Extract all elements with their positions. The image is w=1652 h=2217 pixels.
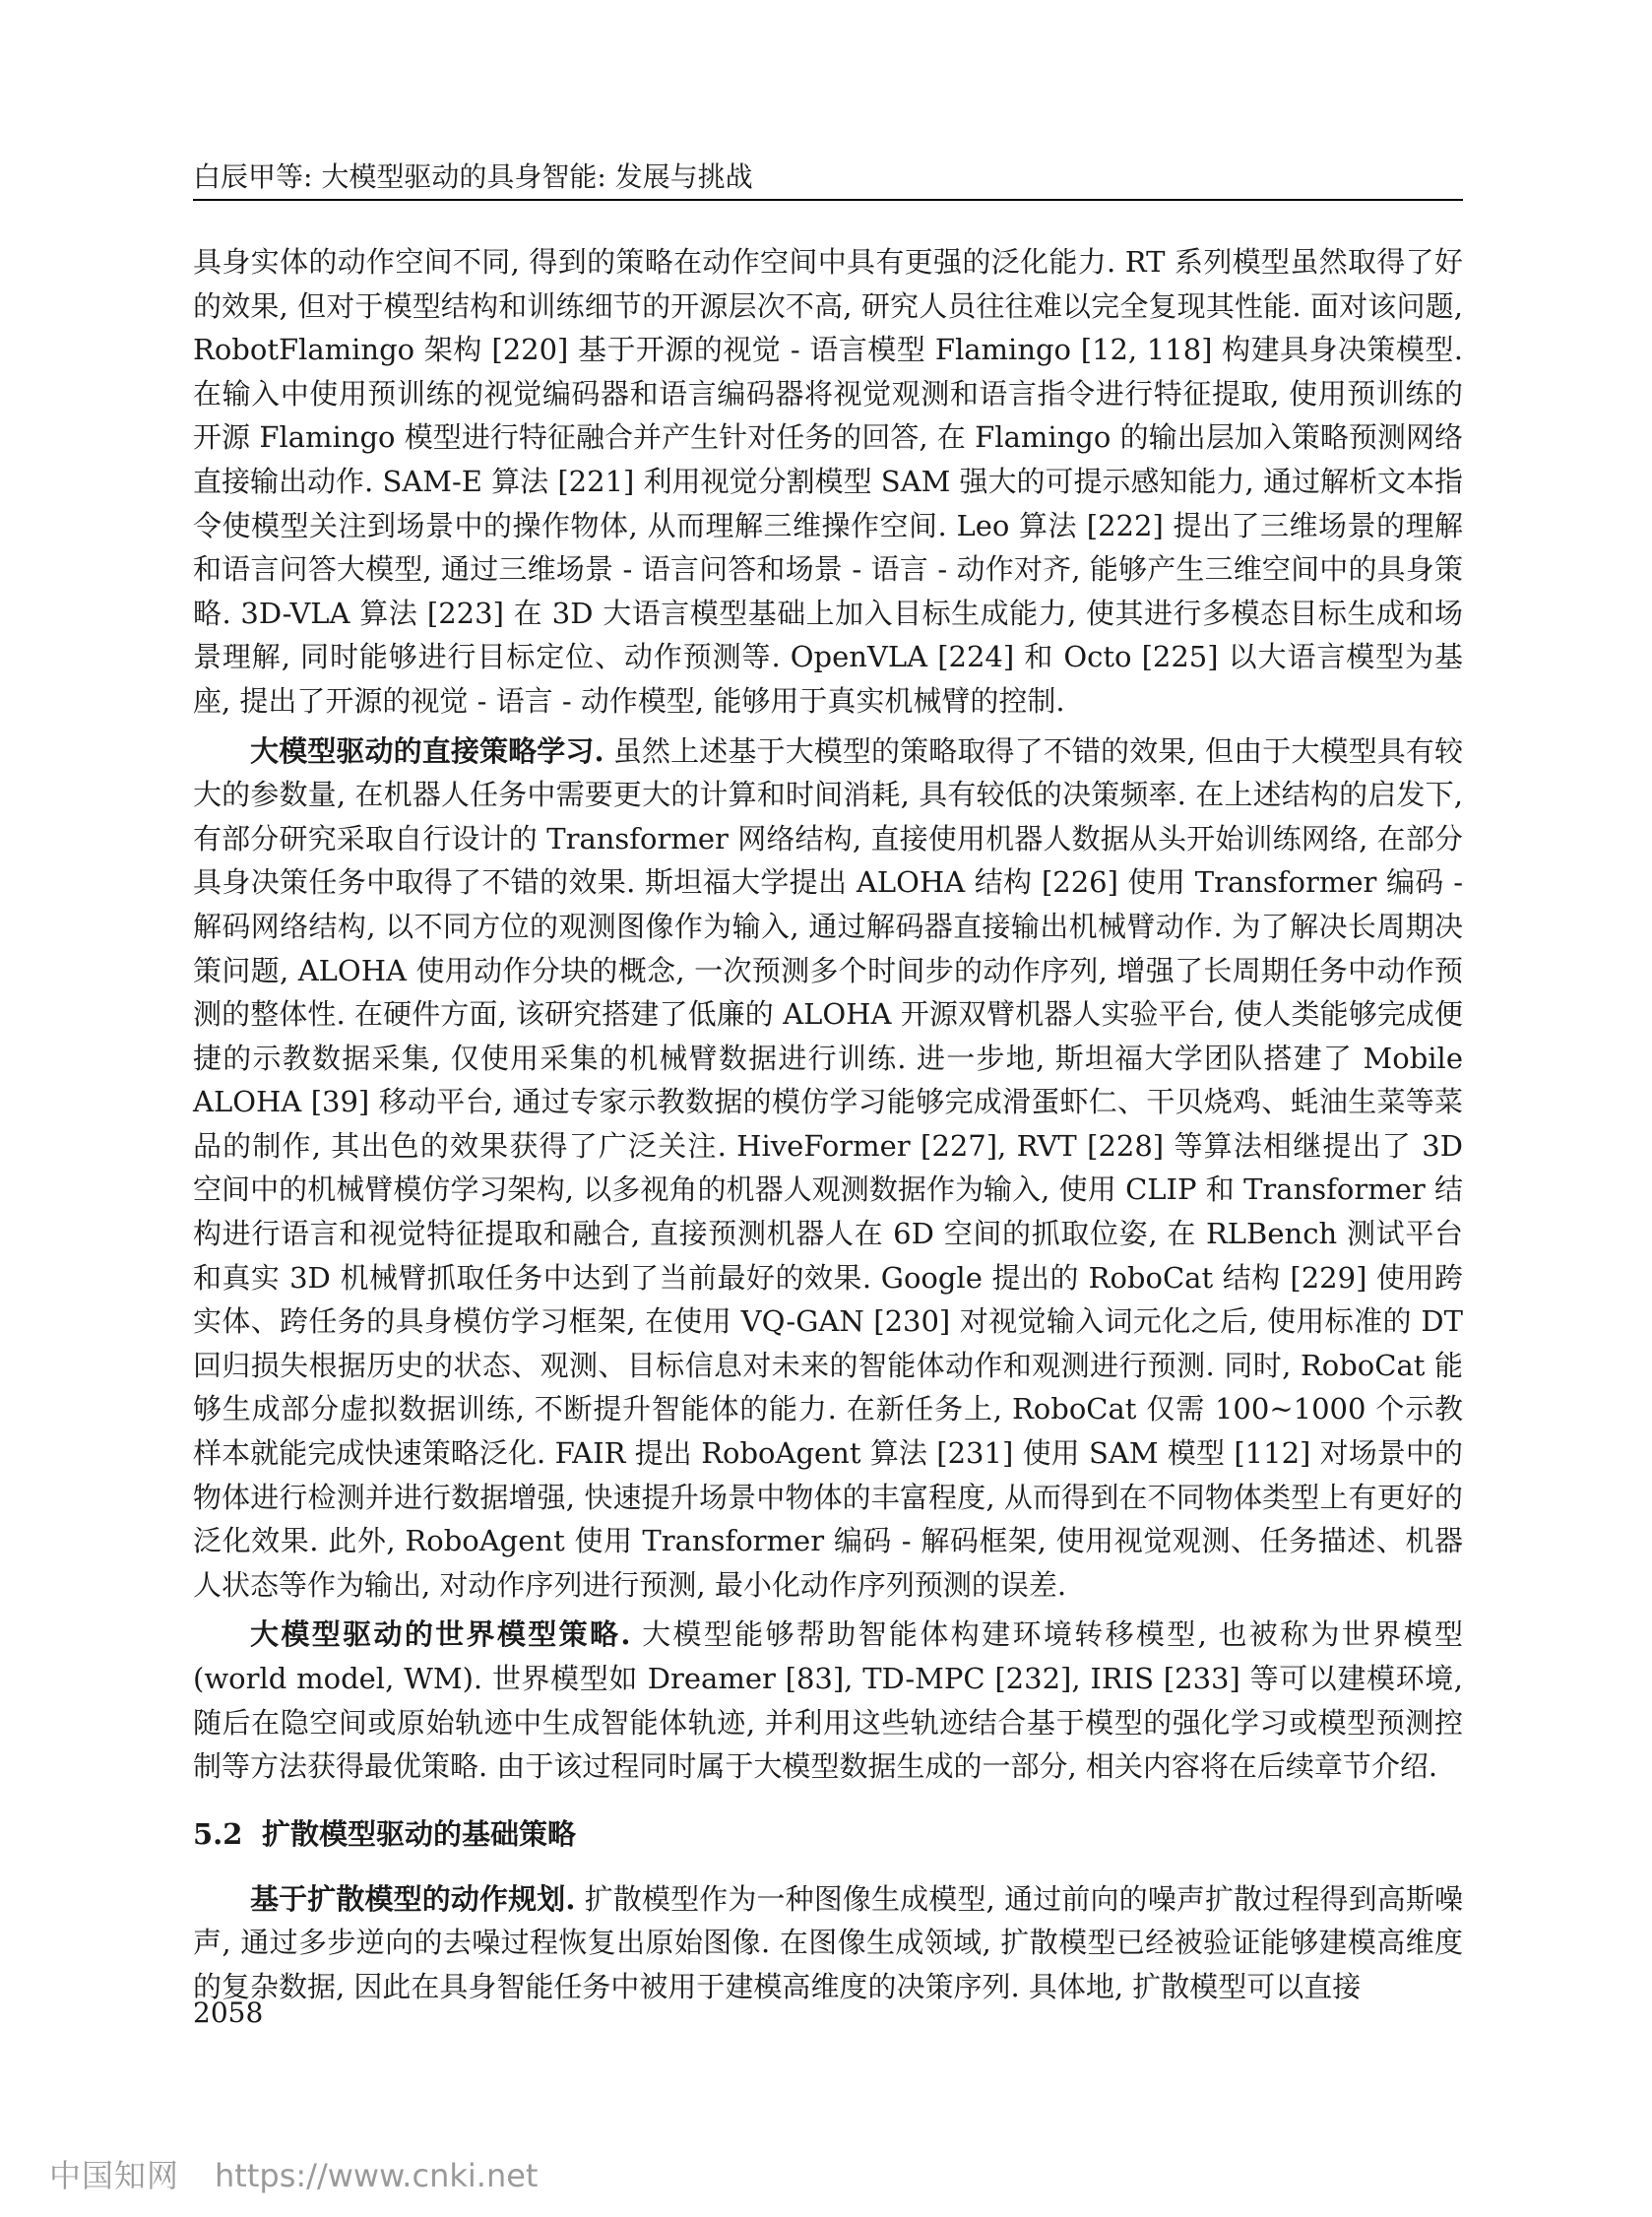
section-heading (193, 1812, 1463, 1856)
running-header: 白辰甲等: 大模型驱动的具身智能: 发展与挑战 (193, 160, 753, 193)
paragraph-3 (193, 1613, 1463, 1788)
paragraph-text: 大模型能够帮助智能体构建环境转移模型, 也被称为世界模型 (world model, WM). 世界模型如 Dreamer [83], TD-MPC [232], IRIS [233] 等可以建模环境, 随后在隐空间或原始轨迹中生成智能体轨迹, 并利用这些轨迹结合基于模型的强化学习或模型预测控制等方法获得最优策略. 由于该过程同时属于大模型数据生成的一部分, 相关内容将在后续章节介绍. (193, 1617, 1463, 1784)
paragraph-text: 具身实体的动作空间不同, 得到的策略在动作空间中具有更强的泛化能力. RT 系列模型虽然取得了好的效果, 但对于模型结构和训练细节的开源层次不高, 研究人员往往难以完全复现其性能. 面对该问题, RobotFlamingo 架构 [220] 基于开源的视觉 - 语言模型 Flamingo [12, 118] 构建具身决策模型. 在输入中使用预训练的视觉编码器和语言编码器将视觉观测和语言指令进行特征提取, 使用预训练的开源 Flamingo 模型进行特征融合并产生针对任务的回答, 在 Flamingo 的输出层加入策略预测网络直接输出动作. SAM-E 算法 [221] 利用视觉分割模型 SAM 强大的可提示感知能力, 通过解析文本指令使模型关注到场景中的操作物体, 从而理解三维操作空间. Leo 算法 [222] 提出了三维场景的理解和语言问答大模型, 通过三维场景 - 语言问答和场景 - 语言 - 动作对齐, 能够产生三维空间中的具身策略. 3D-VLA 算法 [223] 在 3D 大语言模型基础上加入目标生成能力, 使其进行多模态目标生成和场景理解, 同时能够进行目标定位、动作预测等. OpenVLA [224] 和 Octo [225] 以大语言模型为基座, 提出了开源的视觉 - 语言 - 动作模型, 能够用于真实机械臂的控制. (193, 245, 1463, 718)
section-title: 扩散模型驱动的基础策略 (262, 1816, 577, 1851)
paragraph-text: 扩散模型作为一种图像生成模型, 通过前向的噪声扩散过程得到高斯噪声, 通过多步逆向的去噪过程恢复出原始图像. 在图像生成领域, 扩散模型已经被验证能够建模高维度的复杂数据, 因此在具身智能任务中被用于建模高维度的决策序列. 具体地, 扩散模型可以直接 (193, 1881, 1463, 2003)
footer-watermark (49, 2154, 538, 2197)
paragraph-2 (193, 729, 1463, 1608)
cnki-logo: 中国知网 (49, 2157, 180, 2194)
page-number: 2058 (193, 1996, 264, 2029)
paragraph-4 (193, 1877, 1463, 2009)
section-number: 5.2 (193, 1816, 243, 1851)
paragraph-text: 虽然上述基于大模型的策略取得了不错的效果, 但由于大模型具有较大的参数量, 在机器人任务中需要更大的计算和时间消耗, 具有较低的决策频率. 在上述结构的启发下, 有部分研究采取自行设计的 Transformer 网络结构, 直接使用机器人数据从头开始训练网络, 在部分具身决策任务中取得了不错的效果. 斯坦福大学提出 ALOHA 结构 [226] 使用 Transformer 编码 - 解码网络结构, 以不同方位的观测图像作为输入, 通过解码器直接输出机械臂动作. 为了解决长周期决策问题, ALOHA 使用动作分块的概念, 一次预测多个时间步的动作序列, 增强了长周期任务中动作预测的整体性. 在硬件方面, 该研究搭建了低廉的 ALOHA 开源双臂机器人实验平台, 使人类能够完成便捷的示教数据采集, 仅使用采集的机械臂数据进行训练. 进一步地, 斯坦福大学团队搭建了 Mobile ALOHA [39] 移动平台, 通过专家示教数据的模仿学习能够完成滑蛋虾仁、干贝烧鸡、蚝油生菜等菜品的制作, 其出色的效果获得了广泛关注. HiveFormer [227], RVT [228] 等算法相继提出了 3D 空间中的机械臂模仿学习架构, 以多视角的机器人观测数据作为输入, 使用 CLIP 和 Transformer 结构进行语言和视觉特征提取和融合, 直接预测机器人在 6D 空间的抓取位姿, 在 RLBench 测试平台和真实 3D 机械臂抓取任务中达到了当前最好的效果. Google 提出的 RoboCat 结构 [229] 使用跨实体、跨任务的具身模仿学习框架, 在使用 VQ-GAN [230] 对视觉输入词元化之后, 使用标准的 DT 回归损失根据历史的状态、观测、目标信息对未来的智能体动作和观测进行预测. 同时, RoboCat 能够生成部分虚拟数据训练, 不断提升智能体的能力. 在新任务上, RoboCat 仅需 100~1000 个示教样本就能完成快速策略泛化. FAIR 提出 RoboAgent 算法 [231] 使用 SAM 模型 [112] 对场景中的物体进行检测并进行数据增强, 快速提升场景中物体的丰富程度, 从而得到在不同物体类型上有更好的泛化效果. 此外, RoboAgent 使用 Transformer 编码 - 解码框架, 使用视觉观测、任务描述、机器人状态等作为输出, 对动作序列进行预测, 最小化动作序列预测的误差. (193, 733, 1463, 1602)
footer-url[interactable]: https://www.cnki.net (215, 2157, 539, 2194)
paragraph-1 (193, 240, 1463, 724)
paragraph-lead: 大模型驱动的世界模型策略. (250, 1617, 631, 1652)
paragraph-lead: 大模型驱动的直接策略学习. (250, 733, 604, 768)
header-rule (193, 199, 1463, 201)
article-body (193, 240, 1463, 2009)
paragraph-lead: 基于扩散模型的动作规划. (250, 1881, 576, 1916)
